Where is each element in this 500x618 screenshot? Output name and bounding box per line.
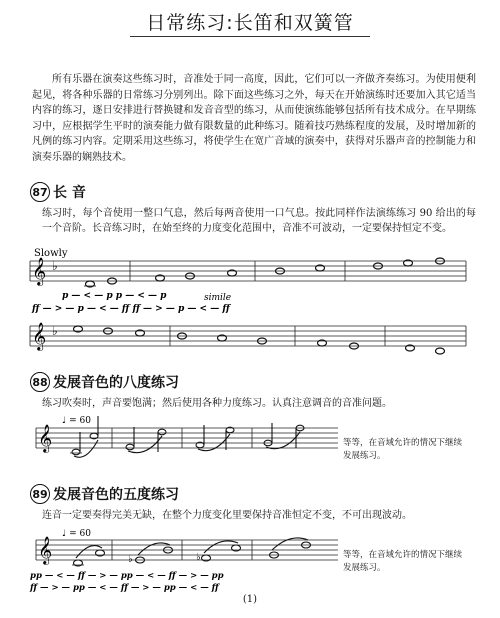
page-number: (1) (242, 594, 258, 605)
section-88-side-note: 等等，在音域允许的情况下继续发展练习。 (343, 438, 463, 461)
dynamics-89-line-2: ff — > — pp — < — ff — > — pp — < — ff (30, 583, 219, 593)
whole-notes-87-2 (74, 326, 445, 354)
section-number-badge: 88 (30, 372, 50, 392)
dynamics-87-line-1: p — < — p p — < — p (62, 291, 167, 301)
tempo-marking: ♩ = 60 (62, 529, 91, 539)
tempo-marking: Slowly (34, 248, 68, 259)
staff-88 (36, 428, 338, 448)
treble-clef-icon: 𝄞 (32, 257, 47, 285)
flat-key-signature-icon: ♭ (52, 324, 58, 338)
flat-accidental-icon: ♭ (128, 554, 133, 565)
section-title: 发展音色的五度练习 (53, 487, 179, 503)
dynamics-87-line-2: ff — > — p — < — ff ff — > — p — < — ff (32, 304, 230, 314)
flat-accidental-icon: ♭ (196, 552, 201, 563)
tempo-marking: ♩ = 60 (62, 416, 91, 426)
flat-key-signature-icon: ♭ (52, 259, 58, 273)
section-number-badge: 87 (30, 182, 50, 202)
staff-87-line-2 (30, 326, 466, 346)
section-title: 长 音 (53, 185, 86, 201)
section-89-side-note: 等等，在音域允许的情况下继续发展练习。 (343, 550, 463, 573)
half-notes-88 (72, 416, 304, 457)
intro-paragraph: 所有乐器在演奏这些练习时，音准处于同一高度，因此，它们可以一齐做齐奏练习。为使用便利起见，将各种乐器的日常练习分别列出。除下面这些练习之外，每天在开始演练时还要加入其它适当内容的练习，逐日安排进行替换键和发音音型的练习，从而使演练能够包括所有技术成分。在早期练习中，应根据学生平时的演奏能力做有限数量的此种练习。随着技巧熟练程度的发展，及时增加新的凡例的练习内容。定期采用这些练习，将使学生在宽广音域的演奏中，获得对乐器声音的控制能力和演奏乐器的娴熟技术。 (32, 74, 476, 163)
simile-marking: simile (204, 293, 232, 303)
treble-clef-icon: 𝄞 (38, 424, 53, 452)
section-title: 发展音色的八度练习 (53, 375, 179, 391)
section-88-description: 练习吹奏时，声音要饱满；然后使用各种力度练习。认真注意调音的音准问题。 (42, 398, 392, 409)
staff-87-line-1 (30, 261, 466, 281)
treble-clef-icon: 𝄞 (32, 322, 47, 350)
whole-notes-89 (74, 538, 311, 566)
section-89-description: 连音一定要奏得完美无缺，在整个力度变化里要保持音准恒定不变，不可出现波动。 (42, 510, 412, 521)
dynamics-89-line-1: pp — < — ff — > — pp — < — ff — > — pp (30, 571, 224, 581)
page-title: 日常练习:长笛和双簧管 (146, 12, 354, 34)
treble-clef-icon: 𝄞 (38, 536, 53, 564)
section-87-description: 练习时，每个音使用一整口气息，然后每两音使用一口气息。按此同样作法演练练习 90 给出的每一个音阶。长音练习时，在始至终的力度变化范围中，音准不可波动，一定要保持恒定不变。 (42, 208, 476, 234)
section-number-badge: 89 (30, 484, 50, 504)
staff-89 (36, 540, 338, 560)
whole-notes-87-1 (86, 258, 445, 287)
